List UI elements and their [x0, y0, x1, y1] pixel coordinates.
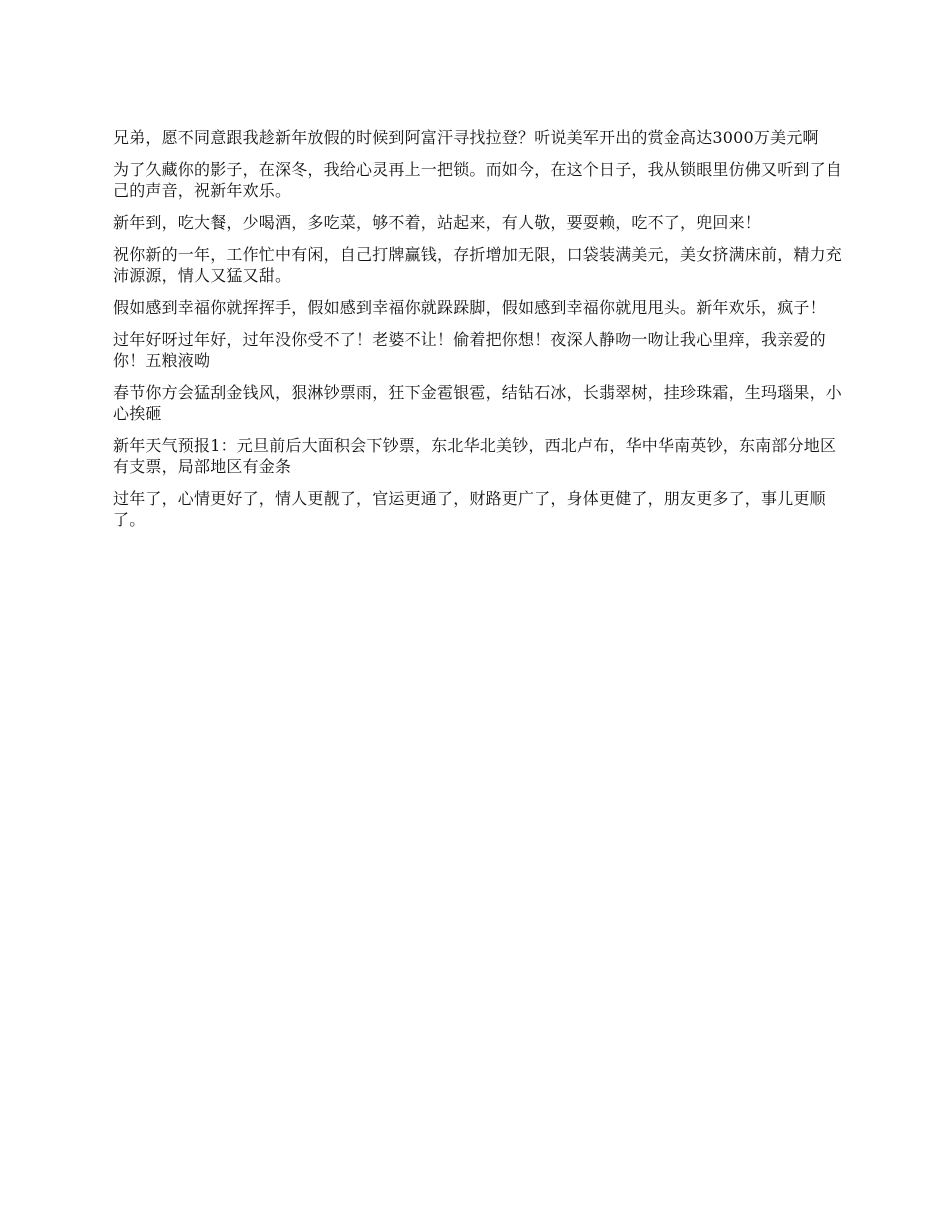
paragraph-4: 祝你新的一年，工作忙中有闲，自己打牌赢钱，存折增加无限，口袋装满美元，美女挤满床前，精力充沛源源，情人又猛又甜。: [113, 245, 843, 285]
paragraph-8: 新年天气预报1：元旦前后大面积会下钞票，东北华北美钞，西北卢布，华中华南英钞，东南部分地区有支票，局部地区有金条: [113, 436, 837, 476]
paragraph-9: 过年了，心情更好了，情人更靓了，官运更通了，财路更广了，身体更健了，朋友更多了，事儿更顺了。: [113, 489, 826, 529]
paragraph-3: 新年到，吃大餐，少喝酒，多吃菜，够不着，站起来，有人敬，要耍赖，吃不了，兜回来！: [113, 213, 762, 232]
paragraph-7: 春节你方会猛刮金钱风，狠淋钞票雨，狂下金雹银雹，结钻石冰，长翡翠树，挂珍珠霜，生玛瑙果，小心挨砸: [113, 383, 843, 423]
paragraph-5: 假如感到幸福你就挥挥手，假如感到幸福你就跺跺脚，假如感到幸福你就甩甩头。新年欢乐，疯子！: [113, 298, 826, 317]
paragraph-2: 为了久藏你的影子，在深冬，我给心灵再上一把锁。而如今，在这个日子，我从锁眼里仿佛又听到了自己的声音，祝新年欢乐。: [113, 160, 843, 200]
paragraph-6: 过年好呀过年好，过年没你受不了！老婆不让！偷着把你想！夜深人静吻一吻让我心里痒，我亲爱的你！五粮液呦: [113, 330, 826, 370]
document-body: [113, 127, 843, 541]
paragraph-1: 兄弟，愿不同意跟我趁新年放假的时候到阿富汗寻找拉登？听说美军开出的赏金高达3000万美元啊: [113, 128, 819, 147]
